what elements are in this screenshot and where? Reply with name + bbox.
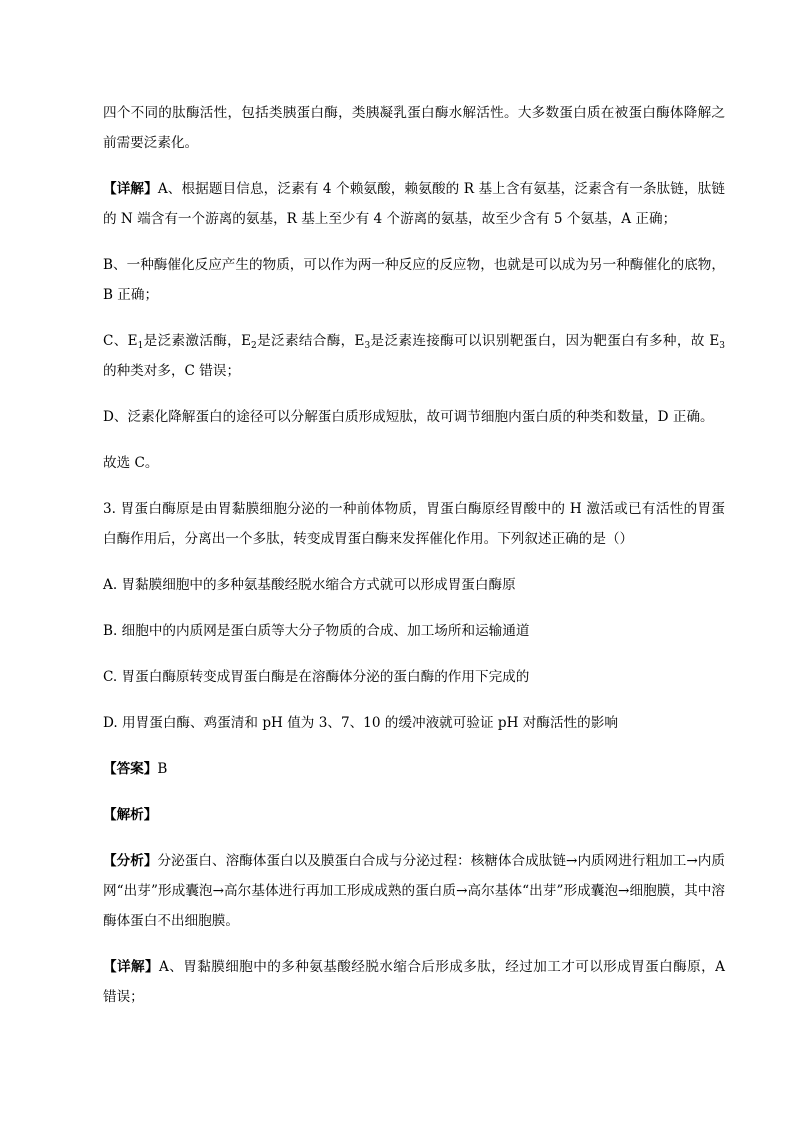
paragraph-detail-c <box>103 326 725 386</box>
paragraph-enzyme-activity <box>103 98 725 158</box>
paragraph-choice <box>103 448 725 478</box>
analysis-heading <box>103 800 725 830</box>
paragraph-detail-q3a <box>103 952 725 1012</box>
answer-tag: 【答案】 <box>103 761 158 777</box>
analysis-tag: 【解析】 <box>103 807 158 823</box>
paragraph-detail-a <box>103 174 725 234</box>
text-part: 是泛素结合酶，E <box>256 333 365 349</box>
option-text: A. 胃黏膜细胞中的多种氨基酸经脱水缩合方式就可以形成胃蛋白酶原 <box>103 577 516 593</box>
option-c <box>103 662 725 692</box>
analysis-sub-tag: 【分析】 <box>103 853 158 869</box>
answer-line <box>103 754 725 784</box>
option-text: C. 胃蛋白酶原转变成胃蛋白酶是在溶酶体分泌的蛋白酶的作用下完成的 <box>103 669 530 685</box>
answer-value: B <box>157 761 168 777</box>
detail-tag: 【详解】 <box>103 181 158 197</box>
text-part: 是泛素连接酶可以识别靶蛋白，因为靶蛋白有多种，故 E <box>370 333 720 349</box>
option-b <box>103 616 725 646</box>
subscript: 3 <box>364 341 371 351</box>
paragraph-analysis <box>103 846 725 936</box>
option-a <box>103 570 725 600</box>
option-d <box>103 708 725 738</box>
paragraph-text: A、胃黏膜细胞中的多种氨基酸经脱水缩合后形成多肽，经过加工才可以形成胃蛋白酶原，A 错误； <box>103 959 725 1005</box>
detail-tag: 【详解】 <box>103 959 159 975</box>
text-part: 的种类对多，C 错误； <box>103 363 241 379</box>
paragraph-text: 分泌蛋白、溶酶体蛋白以及膜蛋白合成与分泌过程：核糖体合成肽链→内质网进行粗加工→内质网“出芽”形成囊泡→高尔基体进行再加工形成成熟的蛋白质→高尔基体“出芽”形成囊泡→细胞膜，其中溶酶体蛋白不出细胞膜。 <box>103 853 726 929</box>
paragraph-detail-d <box>103 402 725 432</box>
option-text: D. 用胃蛋白酶、鸡蛋清和 pH 值为 3、7、10 的缓冲液就可验证 pH 对酶活性的影响 <box>103 715 618 731</box>
question-text: 3. 胃蛋白酶原是由胃黏膜细胞分泌的一种前体物质，胃蛋白酶原经胃酸中的 H 激活或已有活性的胃蛋白酶作用后，分离出一个多肽，转变成胃蛋白酶来发挥催化作用。下列叙述正确的是（） <box>103 501 725 547</box>
text-part: C、E <box>103 333 138 349</box>
paragraph-text: D、泛素化降解蛋白的途径可以分解蛋白质形成短肽，故可调节细胞内蛋白质的种类和数量，D 正确。 <box>103 409 714 425</box>
paragraph-text: 四个不同的肽酶活性，包括类胰蛋白酶，类胰凝乳蛋白酶水解活性。大多数蛋白质在被蛋白酶体降解之前需要泛素化。 <box>103 105 725 151</box>
option-text: B. 细胞中的内质网是蛋白质等大分子物质的合成、加工场所和运输通道 <box>103 623 530 639</box>
text-part: 是泛素激活酶，E <box>143 333 252 349</box>
subscript: 3 <box>719 341 725 351</box>
subscript: 1 <box>137 341 144 351</box>
paragraph-detail-b <box>103 250 725 310</box>
paragraph-text: 故选 C。 <box>103 455 159 471</box>
paragraph-text: B、一种酶催化反应产生的物质，可以作为两一种反应的反应物，也就是可以成为另一种酶催化的底物，B 正确； <box>103 257 725 303</box>
question-stem <box>103 494 725 554</box>
paragraph-text: A、根据题目信息，泛素有 4 个赖氨酸，赖氨酸的 R 基上含有氨基，泛素含有一条肽链，肽链的 N 端含有一个游离的氨基，R 基上至少有 4 个游离的氨基，故至少含有 5 个氨基，A 正确； <box>103 181 726 227</box>
document-page <box>103 98 725 1012</box>
subscript: 2 <box>251 341 257 351</box>
